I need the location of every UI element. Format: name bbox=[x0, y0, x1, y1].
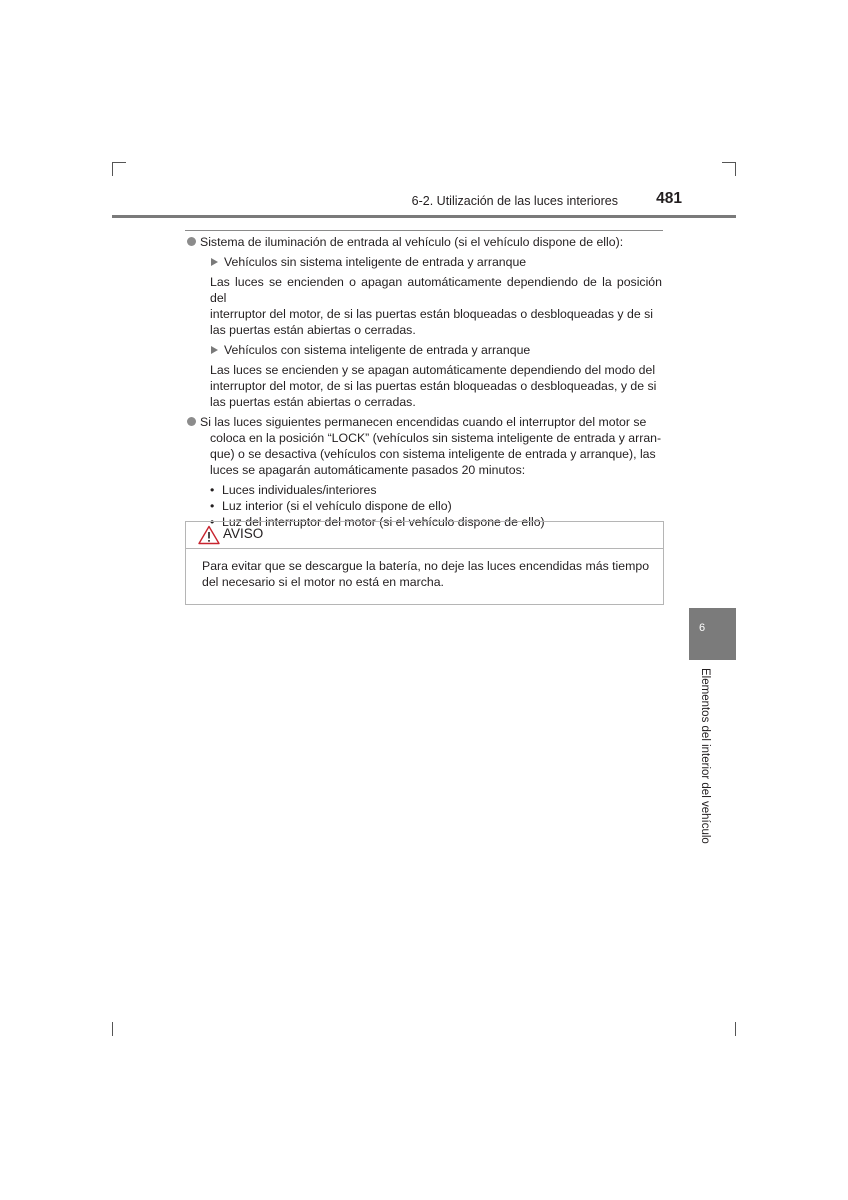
chapter-number: 6 bbox=[699, 622, 706, 634]
chapter-tab bbox=[689, 608, 736, 660]
item-lead-text: Sistema de iluminación de entrada al vehículo (si el vehículo dispone de ello): bbox=[200, 235, 624, 249]
list-item bbox=[196, 498, 662, 514]
paragraph-line: coloca en la posición “LOCK” (vehículos sin sistema inteligente de entrada y arran- bbox=[210, 431, 662, 445]
subheading-text: Vehículos sin sistema inteligente de entrada y arranque bbox=[224, 255, 527, 269]
paragraph bbox=[196, 430, 662, 478]
bullet-dot-icon bbox=[187, 417, 196, 426]
list-item-text: Luz interior (si el vehículo dispone de ello) bbox=[222, 499, 452, 513]
subheading-without-smart-entry bbox=[196, 254, 662, 270]
list-item-text: Luz del interruptor del motor (si el vehículo dispone de ello) bbox=[222, 515, 545, 529]
paragraph-line: Las luces se encienden o apagan automáticamente dependiendo de la posición del bbox=[210, 275, 662, 305]
crop-mark bbox=[735, 1022, 736, 1036]
paragraph-line: interruptor del motor, de si las puertas están bloqueadas o desbloqueadas y de si bbox=[210, 307, 653, 321]
warning-triangle-icon bbox=[198, 525, 220, 545]
aviso-notice-box bbox=[185, 521, 664, 605]
aviso-line: del necesario si el motor no está en marcha. bbox=[202, 575, 444, 589]
paragraph-line: las puertas están abiertas o cerradas. bbox=[210, 323, 416, 337]
subheading-with-smart-entry bbox=[196, 342, 662, 358]
subheading-text: Vehículos con sistema inteligente de entrada y arranque bbox=[224, 343, 531, 357]
bullet-mark: • bbox=[210, 515, 215, 529]
crop-mark bbox=[722, 162, 736, 163]
paragraph-line: luces se apagarán automáticamente pasados 20 minutos: bbox=[210, 463, 526, 477]
paragraph bbox=[196, 362, 662, 410]
main-content bbox=[196, 234, 662, 530]
paragraph-line: las puertas están abiertas o cerradas. bbox=[210, 395, 416, 409]
aviso-label: AVISO bbox=[223, 526, 264, 541]
aviso-text bbox=[202, 558, 653, 590]
bullet-dot-icon bbox=[187, 237, 196, 246]
crop-mark bbox=[112, 162, 113, 176]
page-number: 481 bbox=[656, 190, 682, 207]
section-title: 6-2. Utilización de las luces interiores bbox=[411, 194, 618, 208]
list-item-text: Luces individuales/interiores bbox=[222, 483, 377, 497]
aviso-line: Para evitar que se descargue la batería, no deje las luces encendidas más tiempo bbox=[202, 559, 650, 573]
bullet-mark: • bbox=[210, 483, 215, 497]
paragraph bbox=[196, 274, 662, 338]
triangle-arrow-icon bbox=[211, 258, 218, 266]
triangle-arrow-icon bbox=[211, 346, 218, 354]
item-entry-lighting bbox=[186, 234, 662, 250]
list-item bbox=[196, 482, 662, 498]
paragraph-line: interruptor del motor, de si las puertas están bloqueadas o desbloqueadas, y de si bbox=[210, 379, 657, 393]
bullet-mark: • bbox=[210, 499, 215, 513]
item-auto-off bbox=[186, 414, 662, 430]
crop-mark bbox=[112, 1022, 113, 1036]
crop-mark bbox=[112, 162, 126, 163]
aviso-header bbox=[186, 522, 663, 549]
crop-mark bbox=[735, 162, 736, 176]
paragraph-line: Si las luces siguientes permanecen encendidas cuando el interruptor del motor se bbox=[200, 415, 647, 429]
header-rule bbox=[112, 215, 736, 218]
body-rule bbox=[185, 230, 663, 231]
paragraph-line: Las luces se encienden y se apagan automáticamente dependiendo del modo del bbox=[210, 363, 656, 377]
chapter-label-text: Elementos del interior del vehículo bbox=[699, 668, 711, 844]
paragraph-line: que) o se desactiva (vehículos con sistema inteligente de entrada y arranque), las bbox=[210, 447, 656, 461]
